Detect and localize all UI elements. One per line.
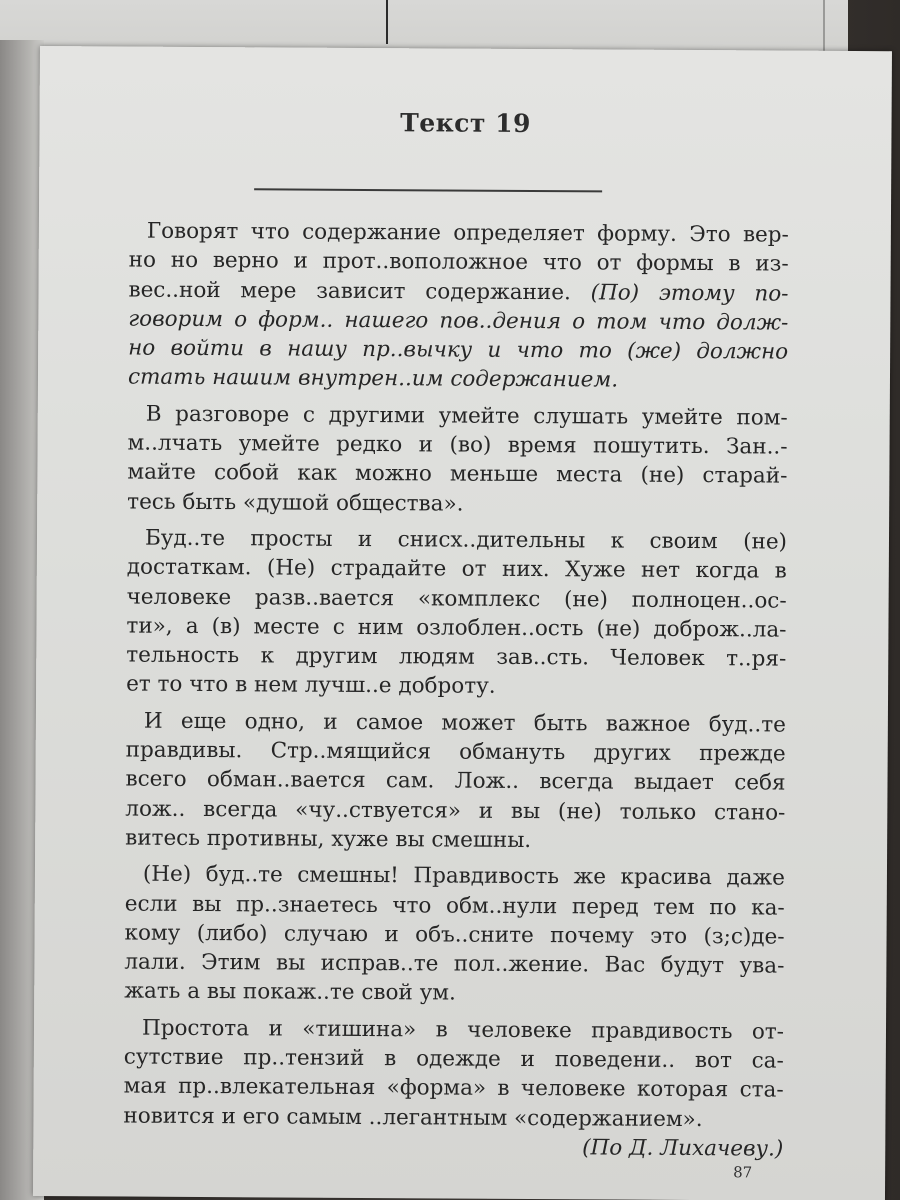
text-line: ти», а (в) месте с ним озлоблен..ость (не) доброж..ла- <box>126 613 787 643</box>
text-line: ет то что в нем лучш..е доброту. <box>126 671 496 700</box>
text-line: мая пр..влекательная «форма» в человеке которая ста- <box>123 1073 784 1103</box>
paragraph <box>124 860 785 1011</box>
text-line: кому (либо) случаю и объ..сните почему это (з;с)де- <box>124 920 785 950</box>
text-line: но войти в нашу пр..вычку и что то (же) должно <box>128 335 789 365</box>
page-title: Текст 19 <box>400 108 532 139</box>
text-line-main: вес..ной мере зависит содержание. <box>128 277 591 305</box>
text-line: м..лчать умейте редко и (во) время пошутить. Зан..- <box>127 430 788 460</box>
background-page-rule <box>386 0 388 44</box>
text-line: Говорят что содержание определяет форму. Это вер- <box>146 218 789 248</box>
paragraph <box>127 399 788 520</box>
text-line: стать нашим внутрен..им содержанием. <box>127 365 619 394</box>
text-line: Простота и «тишина» в человеке правдивость от- <box>141 1015 785 1045</box>
text-line <box>128 275 788 308</box>
page-number: 87 <box>733 1163 753 1182</box>
text-line: лали. Этим вы исправ..те пол..жение. Вас будут ува- <box>124 949 785 979</box>
text-line: достаткам. (Не) страдайте от них. Хуже нет когда в <box>126 554 787 584</box>
text-line: жать а вы покаж..те свой ум. <box>124 978 456 1006</box>
text-line: но но верно и прот..воположное что от формы в из- <box>128 247 789 277</box>
text-body <box>123 217 789 1171</box>
text-line: лож.. всегда «чу..ствуется» и вы (не) только стано- <box>125 796 786 826</box>
text-line: сутствие пр..тензий в одежде и поведени.. вот са- <box>123 1044 784 1074</box>
text-line: майте собой как можно меньше места (не) старай- <box>127 459 788 489</box>
text-line: всего обман..вается сам. Лож.. всегда выдает себя <box>125 766 786 796</box>
text-line: человеке разв..вается «комплекс (не) полноцен..ос- <box>126 584 787 614</box>
text-line: тесь быть «душой общества». <box>127 489 464 517</box>
text-line: Буд..те просты и снисх..дительны к своим (не) <box>144 525 788 555</box>
title-answer-line <box>254 188 602 192</box>
paragraph <box>128 217 789 397</box>
text-line-italic-tail: (По) этому по- <box>590 279 789 307</box>
text-line: тельность к другим людям зав..сть. Человек т..ря- <box>126 642 787 672</box>
paragraph <box>126 524 787 704</box>
text-line: (Не) буд..те смешны! Правдивость же красива даже <box>142 861 786 891</box>
text-line: если вы пр..знаетесь что обм..нули перед тем по ка- <box>124 891 785 921</box>
text-line: правдивы. Стр..мящийся обмануть других прежде <box>125 737 786 767</box>
text-line: И еще одно, и самое может быть важное буд..те <box>143 708 786 738</box>
paragraph <box>123 1013 784 1164</box>
author-attribution: (По Д. Лихачеву.) <box>582 1135 784 1162</box>
text-line: говорим о форм.. нашего пов..дения о том что долж- <box>128 306 789 336</box>
paragraph <box>125 706 786 857</box>
text-line: новится и его самым ..легантным «содержанием». <box>123 1103 703 1132</box>
book-page <box>33 46 892 1200</box>
text-line: В разговоре с другими умейте слушать умейте пом- <box>145 401 788 431</box>
text-line: витесь противны, хуже вы смешны. <box>125 825 532 853</box>
